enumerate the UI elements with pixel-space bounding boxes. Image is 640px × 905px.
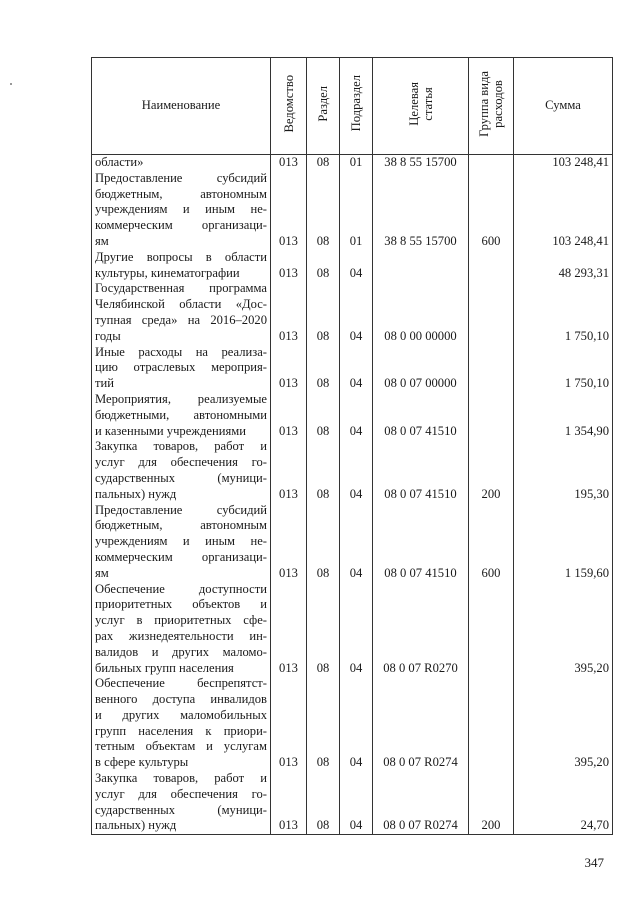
row-sum-cell: 103 248,41 xyxy=(514,155,613,171)
row-name-cell xyxy=(92,250,271,282)
row-name-line: тий xyxy=(95,376,114,391)
row-name-cell xyxy=(92,771,271,835)
row-vedomstvo-cell: 013 xyxy=(271,155,307,171)
row-razdel-cell: 08 xyxy=(307,392,340,439)
row-target-article-cell: 08 0 07 41510 xyxy=(373,392,469,439)
row-expense-group-cell: 600 xyxy=(469,171,514,250)
row-target-article-cell: 08 0 07 41510 xyxy=(373,439,469,502)
row-target-article-cell: 08 0 07 R0270 xyxy=(373,582,469,677)
row-expense-group-cell xyxy=(469,676,514,771)
row-razdel-cell: 08 xyxy=(307,171,340,250)
row-sum-cell: 48 293,31 xyxy=(514,250,613,282)
header-podrazdel: Подраздел xyxy=(340,58,373,155)
row-name-line: бюджетным, автономным xyxy=(95,518,267,533)
header-razdel: Раздел xyxy=(307,58,340,155)
row-name-cell xyxy=(92,281,271,344)
row-target-article-cell xyxy=(373,250,469,282)
row-vedomstvo-cell: 013 xyxy=(271,171,307,250)
row-name-line: услуг для обеспечения го- xyxy=(95,786,267,801)
row-target-article-cell: 08 0 07 00000 xyxy=(373,345,469,392)
row-name-line: рах жизнедеятельности ин- xyxy=(95,628,267,643)
scan-speck xyxy=(10,83,12,85)
table-row xyxy=(92,582,613,677)
row-name-line: в сфере культуры xyxy=(95,755,189,770)
table-header-row xyxy=(92,58,613,155)
row-expense-group-cell xyxy=(469,250,514,282)
row-sum-cell: 1 750,10 xyxy=(514,281,613,344)
row-podrazdel-cell: 04 xyxy=(340,676,373,771)
row-name-line: Другие вопросы в области xyxy=(95,249,267,264)
row-vedomstvo-cell: 013 xyxy=(271,503,307,582)
row-sum-cell: 1 159,60 xyxy=(514,503,613,582)
row-name-line: Государственная программа xyxy=(95,281,267,296)
header-sum: Сумма xyxy=(514,58,613,155)
row-vedomstvo-cell: 013 xyxy=(271,345,307,392)
row-name-line: венного доступа инвалидов xyxy=(95,692,267,707)
table-row xyxy=(92,345,613,392)
row-name-line: Закупка товаров, работ и xyxy=(95,771,267,786)
row-name-line: ям xyxy=(95,565,109,580)
row-sum-cell: 1 750,10 xyxy=(514,345,613,392)
row-podrazdel-cell: 04 xyxy=(340,392,373,439)
row-name-line: культуры, кинематографии xyxy=(95,265,240,280)
row-name-line: и других маломобильных xyxy=(95,707,267,722)
table-row xyxy=(92,281,613,344)
row-name-line: области» xyxy=(95,155,144,169)
row-name-line: сударственных (муници- xyxy=(95,470,267,485)
row-expense-group-cell xyxy=(469,155,514,171)
row-name-cell xyxy=(92,676,271,771)
row-expense-group-cell xyxy=(469,345,514,392)
row-sum-cell: 1 354,90 xyxy=(514,392,613,439)
header-target-article: Целевая статья xyxy=(373,58,469,155)
table-row xyxy=(92,676,613,771)
budget-table-container xyxy=(91,57,612,835)
row-vedomstvo-cell: 013 xyxy=(271,771,307,835)
row-sum-cell: 395,20 xyxy=(514,582,613,677)
row-podrazdel-cell: 04 xyxy=(340,439,373,502)
row-name-line: валидов и других маломо- xyxy=(95,644,267,659)
header-expense-group: Группа вида расходов xyxy=(469,58,514,155)
table-row xyxy=(92,392,613,439)
row-name-line: и казенными учреждениями xyxy=(95,423,246,438)
row-podrazdel-cell: 04 xyxy=(340,503,373,582)
row-razdel-cell: 08 xyxy=(307,771,340,835)
row-razdel-cell: 08 xyxy=(307,281,340,344)
row-expense-group-cell xyxy=(469,281,514,344)
table-row xyxy=(92,250,613,282)
row-vedomstvo-cell: 013 xyxy=(271,582,307,677)
row-razdel-cell: 08 xyxy=(307,155,340,171)
row-name-line: тетным объектам и услугам xyxy=(95,739,267,754)
row-name-cell xyxy=(92,345,271,392)
row-podrazdel-cell: 04 xyxy=(340,250,373,282)
row-name-line: цию отраслевых мероприя- xyxy=(95,360,267,375)
row-target-article-cell: 38 8 55 15700 xyxy=(373,155,469,171)
row-name-line: приоритетных объектов и xyxy=(95,597,267,612)
row-name-line: услуг для обеспечения го- xyxy=(95,455,267,470)
row-expense-group-cell xyxy=(469,582,514,677)
row-name-cell xyxy=(92,439,271,502)
header-vedomstvo: Ведомство xyxy=(271,58,307,155)
row-name-line: Предоставление субсидий xyxy=(95,170,267,185)
row-podrazdel-cell: 04 xyxy=(340,281,373,344)
row-name-line: бюджетными, автономными xyxy=(95,407,267,422)
row-podrazdel-cell: 04 xyxy=(340,771,373,835)
row-name-line: учреждениям и иным не- xyxy=(95,534,267,549)
row-name-cell xyxy=(92,155,271,171)
row-sum-cell: 195,30 xyxy=(514,439,613,502)
row-name-line: тупная среда» на 2016–2020 xyxy=(95,312,267,327)
row-expense-group-cell: 200 xyxy=(469,439,514,502)
row-name-cell xyxy=(92,392,271,439)
row-razdel-cell: 08 xyxy=(307,503,340,582)
row-target-article-cell: 08 0 07 R0274 xyxy=(373,676,469,771)
row-expense-group-cell: 200 xyxy=(469,771,514,835)
row-name-line: пальных) нужд xyxy=(95,818,177,833)
row-name-line: Иные расходы на реализа- xyxy=(95,344,267,359)
row-razdel-cell: 08 xyxy=(307,582,340,677)
row-target-article-cell: 08 0 00 00000 xyxy=(373,281,469,344)
row-expense-group-cell: 600 xyxy=(469,503,514,582)
row-razdel-cell: 08 xyxy=(307,345,340,392)
table-row xyxy=(92,171,613,250)
row-name-line: пальных) нужд xyxy=(95,486,177,501)
row-name-line: Обеспечение доступности xyxy=(95,581,267,596)
row-sum-cell: 395,20 xyxy=(514,676,613,771)
row-podrazdel-cell: 04 xyxy=(340,345,373,392)
row-name-line: учреждениям и иным не- xyxy=(95,202,267,217)
row-name-line: коммерческим организаци- xyxy=(95,218,267,233)
row-vedomstvo-cell: 013 xyxy=(271,250,307,282)
row-target-article-cell: 08 0 07 41510 xyxy=(373,503,469,582)
table-body xyxy=(92,155,613,835)
row-name-line: Обеспечение беспрепятст- xyxy=(95,676,267,691)
row-razdel-cell: 08 xyxy=(307,676,340,771)
row-name-cell xyxy=(92,171,271,250)
table-row xyxy=(92,503,613,582)
row-name-line: ям xyxy=(95,233,109,248)
row-name-line: Предоставление субсидий xyxy=(95,502,267,517)
row-expense-group-cell xyxy=(469,392,514,439)
row-vedomstvo-cell: 013 xyxy=(271,281,307,344)
row-name-line: Закупка товаров, работ и xyxy=(95,439,267,454)
table-row xyxy=(92,771,613,835)
page-number: 347 xyxy=(584,855,604,870)
row-name-cell xyxy=(92,503,271,582)
row-name-line: услуг в приоритетных сфе- xyxy=(95,613,267,628)
row-name-line: бильных групп населения xyxy=(95,660,234,675)
row-podrazdel-cell: 01 xyxy=(340,171,373,250)
row-razdel-cell: 08 xyxy=(307,439,340,502)
row-target-article-cell: 38 8 55 15700 xyxy=(373,171,469,250)
row-name-line: Мероприятия, реализуемые xyxy=(95,391,267,406)
row-vedomstvo-cell: 013 xyxy=(271,439,307,502)
row-name-line: Челябинской области «Дос- xyxy=(95,297,267,312)
row-podrazdel-cell: 01 xyxy=(340,155,373,171)
row-podrazdel-cell: 04 xyxy=(340,582,373,677)
header-name: Наименование xyxy=(92,58,271,155)
row-razdel-cell: 08 xyxy=(307,250,340,282)
row-name-line: годы xyxy=(95,328,121,343)
row-sum-cell: 103 248,41 xyxy=(514,171,613,250)
row-name-cell xyxy=(92,582,271,677)
table-row xyxy=(92,439,613,502)
table-row xyxy=(92,155,613,171)
row-target-article-cell: 08 0 07 R0274 xyxy=(373,771,469,835)
row-name-line: сударственных (муници- xyxy=(95,802,267,817)
row-vedomstvo-cell: 013 xyxy=(271,392,307,439)
row-vedomstvo-cell: 013 xyxy=(271,676,307,771)
budget-table xyxy=(91,57,613,835)
row-name-line: бюджетным, автономным xyxy=(95,186,267,201)
row-sum-cell: 24,70 xyxy=(514,771,613,835)
row-name-line: групп населения к приори- xyxy=(95,723,267,738)
row-name-line: коммерческим организаци- xyxy=(95,549,267,564)
